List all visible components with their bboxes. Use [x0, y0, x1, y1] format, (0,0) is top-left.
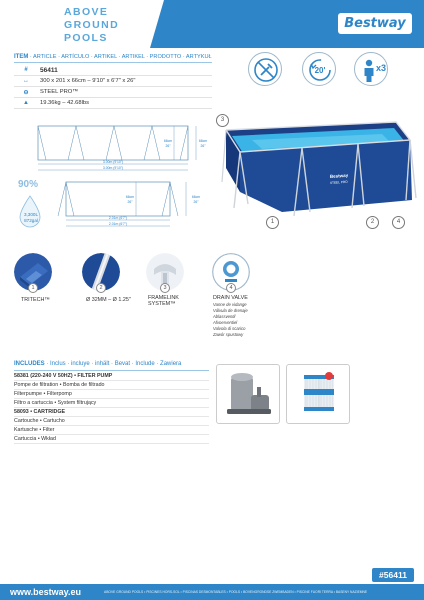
- drain-valve-de: Ablassventil: [213, 314, 236, 320]
- cartridge-image: [286, 364, 350, 424]
- feature-number-2: 2: [96, 283, 106, 293]
- includes-heading: [14, 361, 181, 367]
- spec-text: STEEL PRO™: [40, 89, 79, 95]
- item-heading-langs: · ARTICLE · ARTÍCULO · ARTIKEL · ARTIKEL · PRODOTTO · ARTYKUŁ: [28, 54, 212, 60]
- setup-time-icon: [302, 52, 336, 86]
- feature-label-tritech: TRITECH™: [21, 297, 50, 303]
- framelink-line-2: SYSTEM™: [148, 301, 176, 308]
- end-view-drawing: [46, 176, 212, 232]
- pool-callout-4: 4: [392, 216, 405, 229]
- capacity-liters: 3,300L: [23, 212, 39, 217]
- pool-callout-2: 2: [366, 216, 379, 229]
- drain-valve-translations: [213, 302, 248, 339]
- svg-text:Bestway: Bestway: [329, 172, 349, 179]
- item-divider: [14, 62, 212, 63]
- feature-number-4: 4: [226, 283, 236, 293]
- item-heading: [14, 54, 212, 60]
- framelink-line-1: FRAMELINK: [148, 295, 179, 301]
- spec-row-dimensions: [14, 76, 212, 87]
- includes-row: Cartuccia • Wkład: [14, 435, 209, 444]
- feature-label-diameter: Ø 32MM – Ø 1.25": [86, 297, 131, 303]
- includes-row: Cartouche • Cartucho: [14, 417, 209, 426]
- feature-number-1: 1: [28, 283, 38, 293]
- weight-icon: ▲: [23, 100, 29, 106]
- width-label-b: 3.00m (9'10"): [102, 166, 124, 170]
- includes-row: Pompe de filtration • Bomba de filtrado: [14, 381, 209, 390]
- end-height-label-right-b: 26": [193, 200, 199, 204]
- includes-heading-langs: · Inclus · incluye · inhält · Bevat · Include · Zawiera: [44, 361, 182, 367]
- feature-label-framelink: [148, 295, 179, 308]
- includes-divider: [14, 370, 209, 371]
- drain-valve-pl: Zawór spustowy: [213, 332, 244, 338]
- drain-valve-nl: Afvoerventiel: [213, 320, 238, 326]
- pool-callout-1: 1: [266, 216, 279, 229]
- svg-text:STEEL PRO: STEEL PRO: [329, 179, 348, 185]
- includes-row: Filtro a cartuccia • System filtrujący: [14, 399, 209, 408]
- pool-photo: [212, 112, 424, 236]
- pool-callout-3: 3: [216, 114, 229, 127]
- item-code-badge: #56411: [372, 568, 414, 582]
- bestway-logo: Bestway: [338, 13, 412, 34]
- end-width-label-a: 2.01m (6'7"): [108, 216, 128, 220]
- height-label-2b: 26": [200, 144, 206, 148]
- feature-label-drain-valve: DRAIN VALVE: [213, 295, 248, 301]
- footer-text: ABOVE GROUND POOLS • PISCINES HORS-SOL • PISCINAS DESMONTABLES • POOLS • BOVENGRONDSE ZWEMBADEN • PISCINE FUORI TERRA • BASENY NAZIEMNE: [104, 589, 368, 594]
- header-title-line-1: ABOVE: [64, 6, 109, 18]
- capacity-gallons: 872gal: [24, 217, 38, 223]
- filter-pump-image: [216, 364, 280, 424]
- end-height-label-b: 26": [127, 200, 133, 204]
- includes-row: 58381 (220-240 V 50HZ) • FILTER PUMP: [14, 372, 209, 381]
- includes-heading-bold: INCLUDES: [14, 361, 45, 367]
- height-label-1b: 26": [165, 144, 171, 148]
- includes-row: Kartusche • Filter: [14, 426, 209, 435]
- drain-valve-fr: Vanne de vidange: [213, 302, 247, 307]
- fill-percentage: 90%: [18, 179, 39, 190]
- hash-icon: #: [24, 67, 28, 73]
- setup-time-value: 20': [314, 66, 326, 75]
- spec-row-weight: [14, 98, 212, 109]
- feature-number-3: 3: [160, 283, 170, 293]
- header-title-line-3: POOLS: [64, 32, 108, 44]
- spec-text: 300 x 201 x 66cm – 9'10" x 6'7" x 26": [40, 78, 136, 84]
- footer-bar: [0, 584, 424, 600]
- side-view-drawing: [16, 114, 212, 176]
- height-label-1: 66cm: [163, 139, 173, 143]
- includes-row: 58093 • CARTRIDGE: [14, 408, 209, 417]
- height-label-2: 66cm: [198, 139, 208, 143]
- spec-text: 19.36kg – 42.68lbs: [40, 100, 89, 106]
- end-height-label: 66cm: [125, 195, 135, 199]
- people-count: x3: [376, 63, 387, 73]
- item-heading-bold: ITEM: [14, 54, 29, 60]
- drain-valve-es: Válvula de drenaje: [213, 308, 248, 314]
- capacity-text: [22, 212, 40, 223]
- dimensions-icon: ↔: [23, 78, 29, 84]
- website-link[interactable]: www.bestway.eu: [10, 587, 82, 597]
- header-title-line-2: GROUND: [64, 19, 120, 31]
- spec-row-frame: [14, 87, 212, 98]
- includes-row: Filterpumpe • Filterpomp: [14, 390, 209, 399]
- spec-text: 56411: [40, 67, 58, 74]
- frame-icon: ⊖: [23, 90, 29, 96]
- no-tools-icon: [248, 52, 282, 86]
- end-width-label-b: 2.01m (6'7"): [108, 222, 128, 226]
- end-height-label-right: 66cm: [191, 195, 201, 199]
- drain-valve-it: Valvola di scarico: [213, 326, 246, 332]
- spec-row-item-number: [14, 65, 212, 76]
- width-label-a: 3.00m (9'10"): [102, 160, 124, 164]
